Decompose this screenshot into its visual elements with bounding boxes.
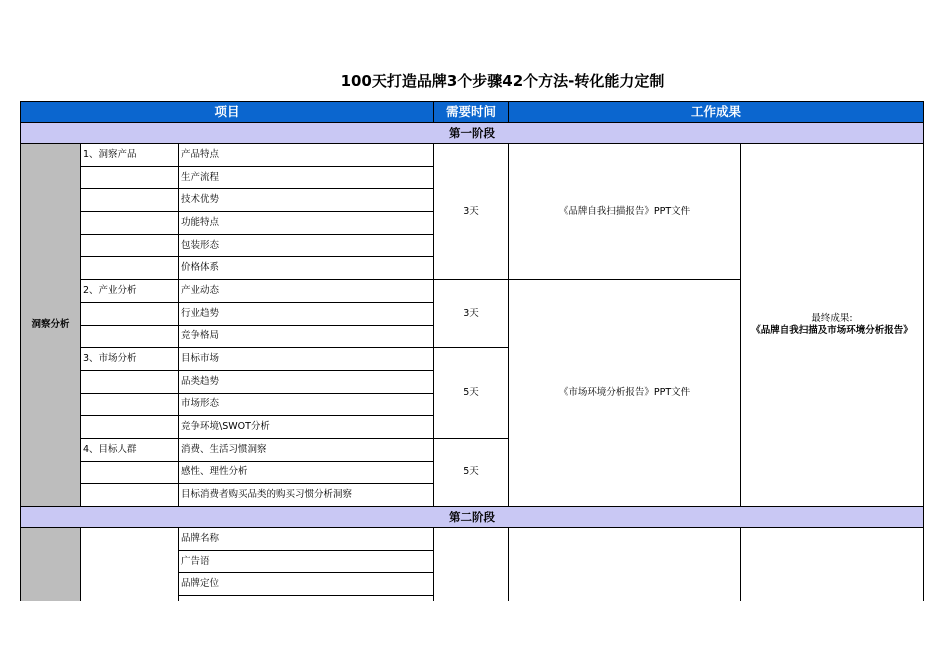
task-cell: 竞争格局 (179, 325, 434, 348)
task-cell: 感性、理性分析 (179, 461, 434, 484)
group-empty (81, 461, 179, 484)
header-time: 需要时间 (434, 102, 509, 123)
header-item: 项目 (21, 102, 434, 123)
task-cell: 行业趋势 (179, 302, 434, 325)
group-empty (81, 393, 179, 416)
time-cell: 3天 (434, 144, 509, 280)
stage-row (21, 123, 924, 144)
task-cell: 产品特点 (179, 144, 434, 167)
task-cell: 消费、生活习惯洞察 (179, 438, 434, 461)
category-cell: 洞察分析 (21, 144, 81, 507)
time-cell: 3天 (434, 280, 509, 348)
header-row (21, 102, 924, 123)
task-cell: 包装形态 (179, 234, 434, 257)
table-row (21, 144, 924, 167)
task-cell: 品牌定位 (179, 573, 434, 596)
result-cell: 《市场环境分析报告》PPT文件 (509, 280, 741, 507)
stage-label: 第二阶段 (21, 507, 924, 528)
task-cell: 品牌名称 (179, 528, 434, 551)
task-cell: 目标消费者购买品类的购买习惯分析洞察 (179, 484, 434, 507)
group-empty (81, 189, 179, 212)
time-cell: 5天 (434, 438, 509, 506)
task-cell: 目标市场 (179, 348, 434, 371)
task-cell: 竞争环境\SWOT分析 (179, 416, 434, 439)
stage-label: 第一阶段 (21, 123, 924, 144)
result-cell: 《品牌自我扫描报告》PPT文件 (509, 144, 741, 280)
header-result: 工作成果 (509, 102, 924, 123)
group-empty (81, 212, 179, 235)
time-cell: 5天 (434, 348, 509, 439)
plan-table (20, 101, 924, 619)
task-cell: 功能特点 (179, 212, 434, 235)
task-cell: 产业动态 (179, 280, 434, 303)
group-name: 2、产业分析 (81, 280, 179, 303)
final-result-cell (741, 144, 924, 507)
group-empty (81, 370, 179, 393)
task-cell: 价格体系 (179, 257, 434, 280)
final-result-label: 最终成果: (811, 313, 853, 324)
group-name: 4、目标人群 (81, 438, 179, 461)
group-empty (81, 302, 179, 325)
group-name: 1、洞察产品 (81, 144, 179, 167)
page-title: 100天打造品牌3个步骤42个方法-转化能力定制 (340, 72, 665, 90)
group-empty (81, 166, 179, 189)
group-empty (81, 325, 179, 348)
group-empty (81, 484, 179, 507)
final-result-value: 《品牌自我扫描及市场环境分析报告》 (751, 325, 913, 336)
stage-row (21, 507, 924, 528)
group-empty (81, 416, 179, 439)
group-empty (81, 234, 179, 257)
task-cell: 品类趋势 (179, 370, 434, 393)
table-row (21, 528, 924, 551)
task-cell: 市场形态 (179, 393, 434, 416)
group-name: 3、市场分析 (81, 348, 179, 371)
task-cell: 广告语 (179, 550, 434, 573)
page-bottom-margin (0, 601, 950, 672)
group-empty (81, 257, 179, 280)
task-cell: 生产流程 (179, 166, 434, 189)
task-cell: 技术优势 (179, 189, 434, 212)
